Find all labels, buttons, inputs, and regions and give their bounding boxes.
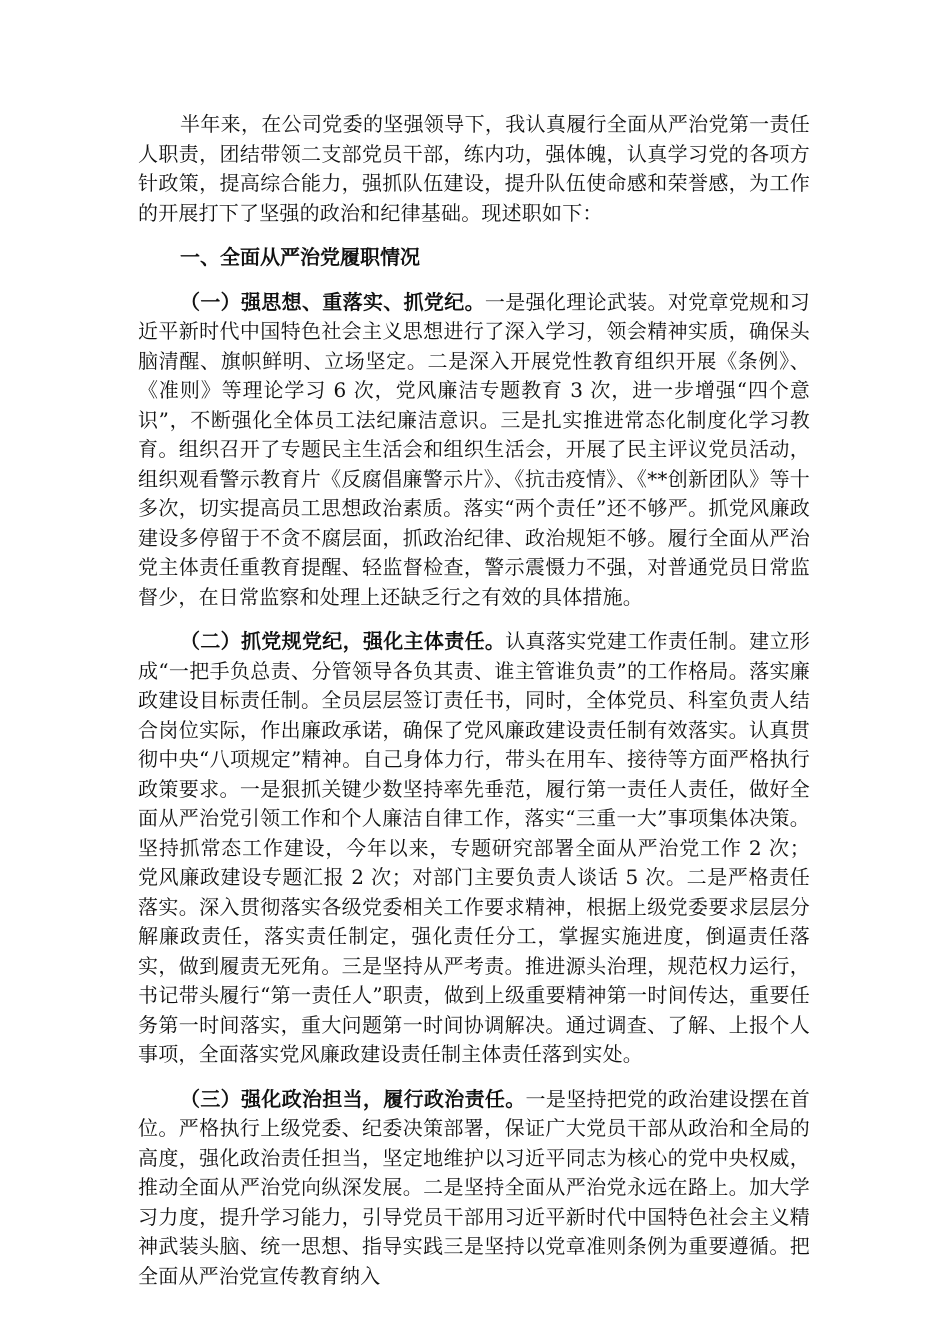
document-page bbox=[138, 110, 810, 1306]
part-3-lead: （三）强化政治担当，履行政治责任。 bbox=[180, 1086, 526, 1111]
part-1-lead: （一）强思想、重落实、抓党纪。 bbox=[180, 289, 485, 314]
section-heading-1: 一、全面从严治党履职情况 bbox=[180, 245, 420, 269]
part-1-body: 一是强化理论武装。对党章党规和习近平新时代中国特色社会主义思想进行了深入学习，领会精神实质，确保头脑清醒、旗帜鲜明、立场坚定。二是深入开展党性教育组织开展《条例》、《准则》等理论学习 6 次，党风廉洁专题教育 3 次，进一步增强“四个意识”，不断强化全体员工法纪廉洁意识。三是扎实推进常态化制度化学习教育。组织召开了专题民主生活会和组织生活会，开展了民主评议党员活动，组织观看警示教育片《反腐倡廉警示片》、《抗击疫情》、《**创新团队》等十多次，切实提高员工思想政治素质。落实“两个责任”还不够严。抓党风廉政建设多停留于不贪不腐层面，抓政治纪律、政治规矩不够。履行全面从严治党主体责任重教育提醒、轻监督检查，警示震慑力不强，对普通党员日常监督少，在日常监察和处理上还缺乏行之有效的具体措施。 bbox=[138, 289, 811, 609]
part-2-lead: （二）抓党规党纪，强化主体责任。 bbox=[180, 629, 506, 653]
paragraph-part-1 bbox=[138, 288, 810, 613]
part-3-body: 一是坚持把党的政治建设摆在首位。严格执行上级党委、纪委决策部署，保证广大党员干部从政治和全局的高度，强化政治责任担当，坚定地维护以习近平同志为核心的党中央权威，推动全面从严治党向纵深发展。二是坚持全面从严治党永远在路上。加大学习力度，提升学习能力，引导党员干部用习近平新时代中国特色社会主义精神武装头脑、统一思想、指导实践三是坚持以党章准则条例为重要遵循。把全面从严治党宣传教育纳入 bbox=[138, 1086, 810, 1288]
part-2-body: 认真落实党建工作责任制。建立形成“一把手负总责、分管领导各负其责、谁主管谁负责”的工作格局。落实廉政建设目标责任制。全员层层签订责任书，同时，全体党员、科室负责人结合岗位实际，作出廉政承诺，确保了党风廉政建设责任制有效落实。认真贯彻中央“八项规定”精神。自己身体力行，带头在用车、接待等方面严格执行政策要求。一是狠抓关键少数坚持率先垂范，履行第一责任人责任，做好全面从严治党引领工作和个人廉洁自律工作，落实“三重一大”事项集体决策。坚持抓常态工作建设，今年以来，专题研究部署全面从严治党工作 2 次；党风廉政建设专题汇报 2 次；对部门主要负责人谈话 5 次。二是严格责任落实。深入贯彻落实各级党委相关工作要求精神，根据上级党委要求层层分解廉政责任，落实责任制定，强化责任分工，掌握实施进度，倒逼责任落实，做到履责无死角。三是坚持从严考责。推进源头治理，规范权力运行，书记带头履行“第一责任人”职责，做到上级重要精神第一时间传达，重要任务第一时间落实，重大问题第一时间协调解决。通过调查、了解、上报个人事项，全面落实党风廉政建设责任制主体责任落到实处。 bbox=[138, 629, 811, 1066]
intro-paragraph: 半年来，在公司党委的坚强领导下，我认真履行全面从严治党第一责任人职责，团结带领二支部党员干部，练内功，强体魄，认真学习党的各项方针政策，提高综合能力，强抓队伍建设，提升队伍使命感和荣誉感，为工作的开展打下了坚强的政治和纪律基础。现述职如下： bbox=[138, 112, 810, 225]
paragraph-part-3 bbox=[138, 1085, 810, 1292]
paragraph-part-2 bbox=[138, 627, 810, 1070]
